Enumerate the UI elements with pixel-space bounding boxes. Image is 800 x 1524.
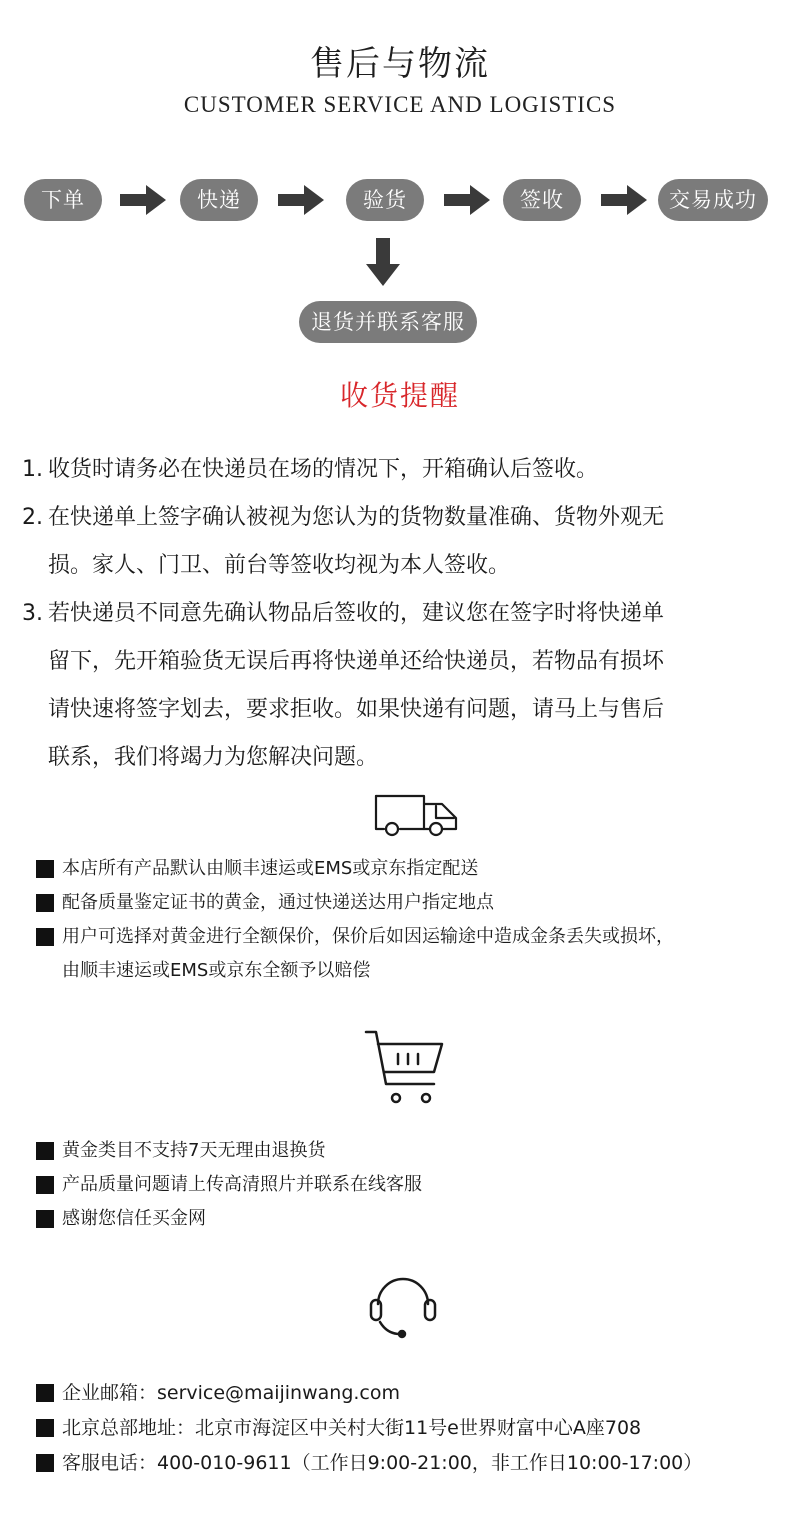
page-title: 售后与物流 — [310, 44, 490, 84]
flow-step-sign: 签收 — [503, 179, 581, 221]
list-item — [36, 886, 674, 920]
list-item — [36, 1446, 702, 1481]
bullet-square-icon — [36, 1176, 54, 1194]
list-item-text: 黄金类目不支持7天无理由退换货 — [62, 1140, 326, 1161]
returns-list — [36, 1134, 422, 1236]
flow-step-express: 快递 — [180, 179, 258, 221]
shipping-list — [36, 852, 674, 988]
list-item — [36, 852, 674, 886]
list-item-text: 感谢您信任买金网 — [62, 1208, 206, 1229]
bullet-square-icon — [36, 894, 54, 912]
delivery-truck-icon — [372, 792, 460, 838]
bullet-square-icon — [36, 1142, 54, 1160]
flow-step-order: 下单 — [24, 179, 102, 221]
rule-line: 损。家人、门卫、前台等签收均视为本人签收。 — [48, 553, 511, 578]
rule-item — [22, 446, 782, 494]
rule-line: 收货时请务必在快递员在场的情况下，开箱确认后签收。 — [48, 457, 599, 482]
list-item — [36, 1411, 702, 1446]
list-item-text: 用户可选择对黄金进行全额保价，保价后如因运输途中造成金条丢失或损坏， — [62, 926, 674, 947]
list-item — [36, 920, 674, 988]
bullet-square-icon — [36, 1454, 54, 1472]
arrow-right-icon — [120, 185, 166, 215]
rule-line: 若快递员不同意先确认物品后签收的，建议您在签字时将快递单 — [48, 601, 665, 626]
list-item — [36, 1134, 422, 1168]
bullet-square-icon — [36, 1210, 54, 1228]
list-item — [36, 1376, 702, 1411]
bullet-square-icon — [36, 1419, 54, 1437]
list-item — [36, 1202, 422, 1236]
reminder-rules — [22, 446, 782, 782]
rule-line: 留下，先开箱验货无误后再将快递单还给快递员，若物品有损坏 — [48, 649, 665, 674]
bullet-square-icon — [36, 1384, 54, 1402]
contact-phone: 客服电话：400-010-9611（工作日9:00-21:00，非工作日10:00-17:00） — [62, 1452, 703, 1474]
list-item-text: 由顺丰速运或EMS或京东全额予以赔偿 — [62, 960, 371, 981]
arrow-right-icon — [278, 185, 324, 215]
rule-number: 2. — [22, 505, 43, 530]
list-item — [36, 1168, 422, 1202]
list-item-text: 产品质量问题请上传高清照片并联系在线客服 — [62, 1174, 422, 1195]
bullet-square-icon — [36, 928, 54, 946]
arrow-right-icon — [444, 185, 490, 215]
rule-line: 请快速将签字划去，要求拒收。如果快递有问题，请马上与售后 — [48, 697, 665, 722]
arrow-right-icon — [601, 185, 647, 215]
headset-icon — [366, 1266, 440, 1340]
flow-step-return: 退货并联系客服 — [299, 301, 477, 343]
rule-item — [22, 494, 782, 590]
list-item-text: 配备质量鉴定证书的黄金，通过快递送达用户指定地点 — [62, 892, 494, 913]
contact-list — [36, 1376, 702, 1481]
arrow-down-icon — [366, 238, 400, 286]
list-item-text: 本店所有产品默认由顺丰速运或EMS或京东指定配送 — [62, 858, 479, 879]
reminder-title: 收货提醒 — [339, 379, 460, 412]
page-subtitle: CUSTOMER SERVICE AND LOGISTICS — [183, 92, 617, 117]
contact-email: 企业邮箱：service@maijinwang.com — [62, 1382, 400, 1404]
contact-address: 北京总部地址：北京市海淀区中关村大街11号e世界财富中心A座708 — [62, 1417, 642, 1439]
rule-line: 在快递单上签字确认被视为您认为的货物数量准确、货物外观无 — [48, 505, 665, 530]
rule-number: 3. — [22, 601, 43, 626]
shopping-cart-icon — [364, 1028, 444, 1108]
rule-item — [22, 590, 782, 782]
rule-line: 联系，我们将竭力为您解决问题。 — [48, 745, 379, 770]
bullet-square-icon — [36, 860, 54, 878]
rule-number: 1. — [22, 457, 43, 482]
flow-step-complete: 交易成功 — [658, 179, 768, 221]
flow-step-inspect: 验货 — [346, 179, 424, 221]
